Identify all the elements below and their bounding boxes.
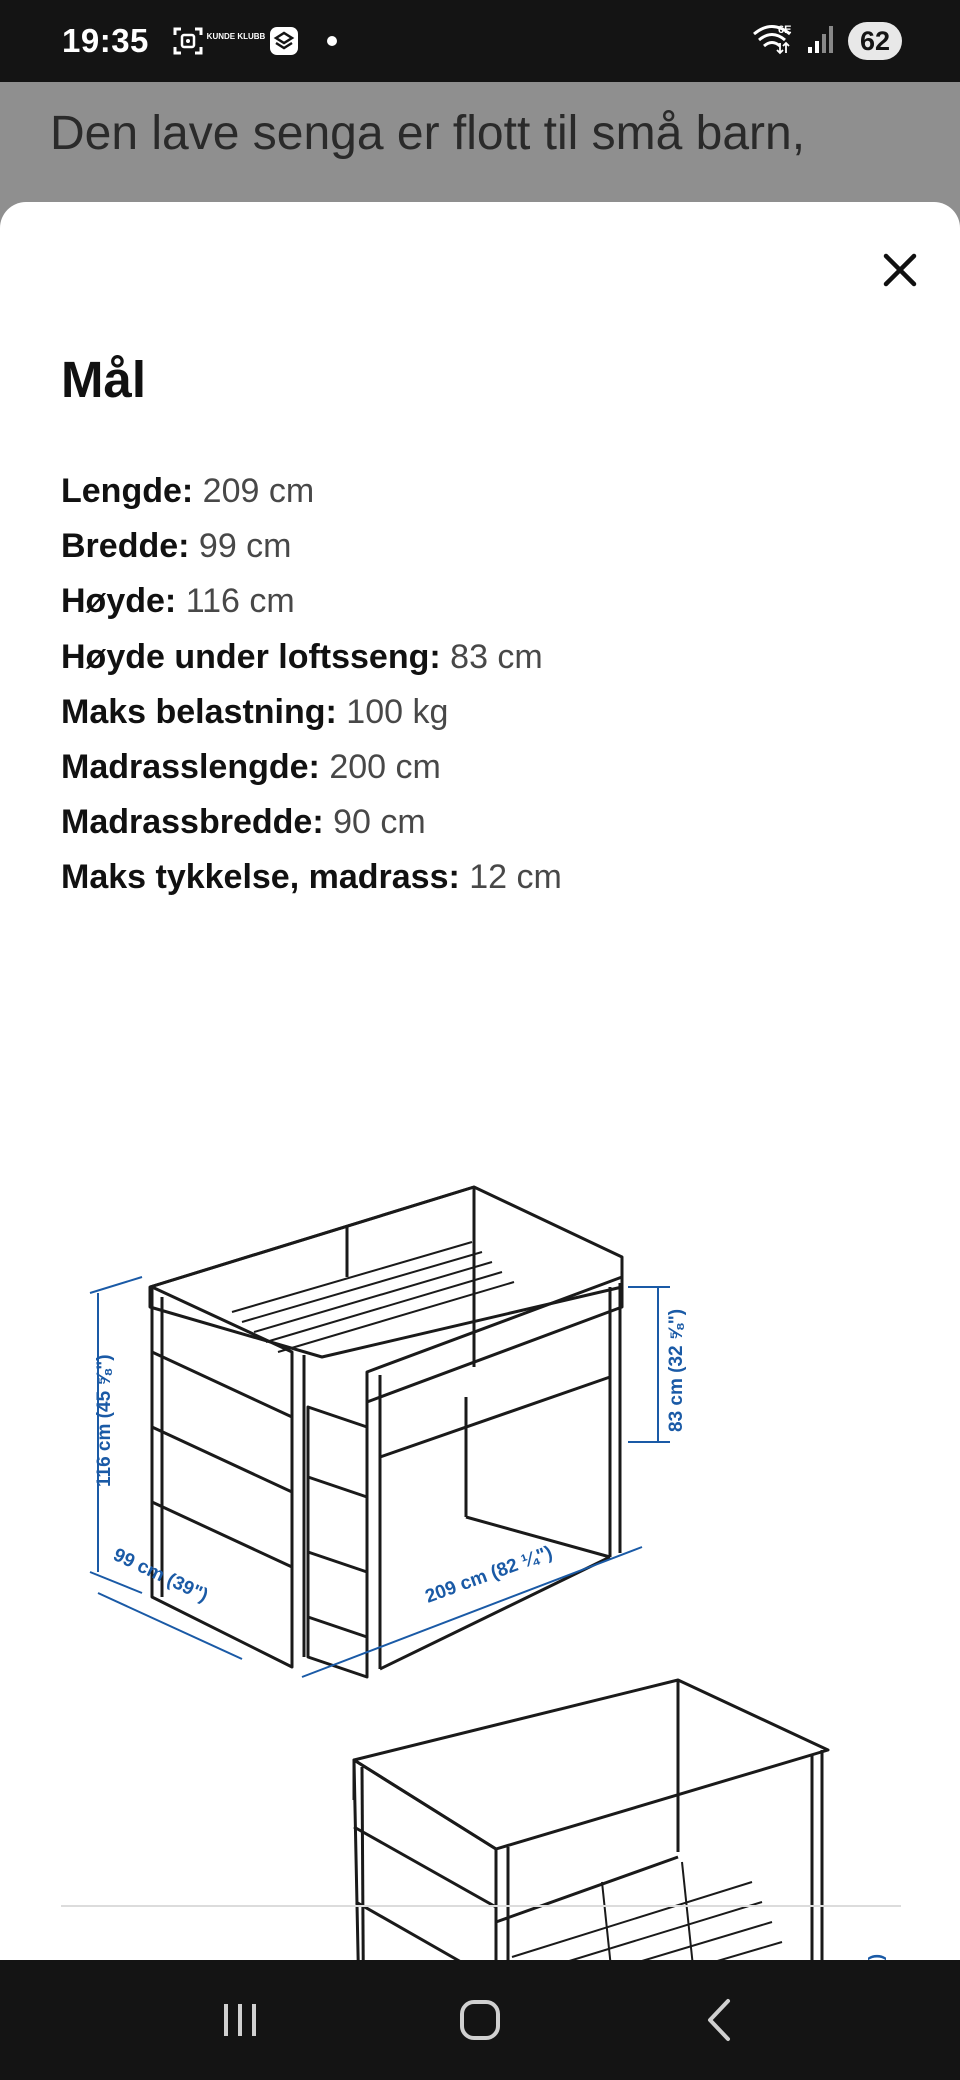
back-button[interactable] bbox=[675, 1980, 765, 2060]
recent-apps-icon bbox=[218, 2000, 262, 2040]
spec-label: Høyde under loftsseng: bbox=[61, 637, 441, 676]
dimension-diagram bbox=[62, 957, 900, 1973]
spec-label: Maks tykkelse, madrass: bbox=[61, 858, 460, 897]
spec-row bbox=[61, 795, 901, 850]
kunde-klubb-icon bbox=[206, 24, 266, 58]
recent-apps-button[interactable] bbox=[195, 1980, 285, 2060]
spec-value: 200 cm bbox=[329, 748, 441, 787]
spec-value: 12 cm bbox=[469, 858, 562, 897]
battery-indicator: 62 bbox=[848, 22, 902, 60]
spec-label: Lengde: bbox=[61, 472, 194, 510]
status-right bbox=[750, 21, 902, 62]
length-label: 209 cm (82 ¼") bbox=[422, 1542, 556, 1608]
under-loft-label: 83 cm (32 ⅝") bbox=[666, 1308, 687, 1432]
spec-row bbox=[61, 574, 901, 629]
spec-value: 83 cm bbox=[450, 637, 543, 676]
background-page bbox=[0, 82, 960, 222]
kunde-klubb-text: KUNDE KLUBB bbox=[206, 32, 266, 41]
background-text: Den lave senga er flott til små barn, bbox=[50, 107, 806, 160]
notification-dot-icon bbox=[315, 24, 349, 58]
section-divider bbox=[61, 1905, 901, 1907]
spec-label: Madrasslengde: bbox=[61, 748, 320, 787]
width-label: 99 cm (39") bbox=[109, 1544, 212, 1607]
status-icons-left bbox=[171, 24, 349, 58]
screenshot-icon bbox=[171, 24, 205, 58]
spec-label: Madrassbredde: bbox=[61, 803, 324, 842]
status-time: 19:35 bbox=[62, 22, 149, 59]
close-button[interactable] bbox=[870, 240, 930, 300]
status-bar bbox=[0, 0, 960, 82]
spec-value: 100 kg bbox=[346, 692, 449, 731]
spec-value: 90 cm bbox=[333, 803, 426, 842]
network-label: 6E bbox=[778, 23, 792, 36]
dimensions-sheet bbox=[0, 202, 960, 1960]
spec-label: Høyde: bbox=[61, 582, 177, 621]
spec-row bbox=[61, 630, 901, 685]
spec-row bbox=[61, 685, 901, 740]
back-icon bbox=[702, 1997, 738, 2043]
spec-list bbox=[61, 464, 901, 906]
spec-row bbox=[61, 464, 901, 519]
navigation-bar bbox=[0, 1960, 960, 2080]
signal-icon bbox=[806, 23, 836, 60]
spec-row bbox=[61, 850, 901, 905]
spec-row bbox=[61, 519, 901, 574]
spec-value: 99 cm bbox=[198, 527, 292, 566]
sheet-title: Mål bbox=[61, 351, 147, 408]
spec-value: 209 cm bbox=[202, 472, 315, 510]
spec-value: 116 cm bbox=[185, 582, 295, 621]
home-icon bbox=[457, 1997, 503, 2043]
spec-row bbox=[61, 740, 901, 795]
wifi-icon bbox=[750, 21, 794, 62]
spec-label: Bredde: bbox=[61, 527, 190, 566]
height-label: 116 cm (45 ⅝") bbox=[94, 1354, 115, 1487]
home-button[interactable] bbox=[435, 1980, 525, 2060]
close-icon bbox=[882, 252, 918, 288]
loft-bed-drawing bbox=[150, 1187, 622, 1677]
app-icon bbox=[267, 24, 301, 58]
spec-label: Maks belastning: bbox=[61, 692, 337, 731]
